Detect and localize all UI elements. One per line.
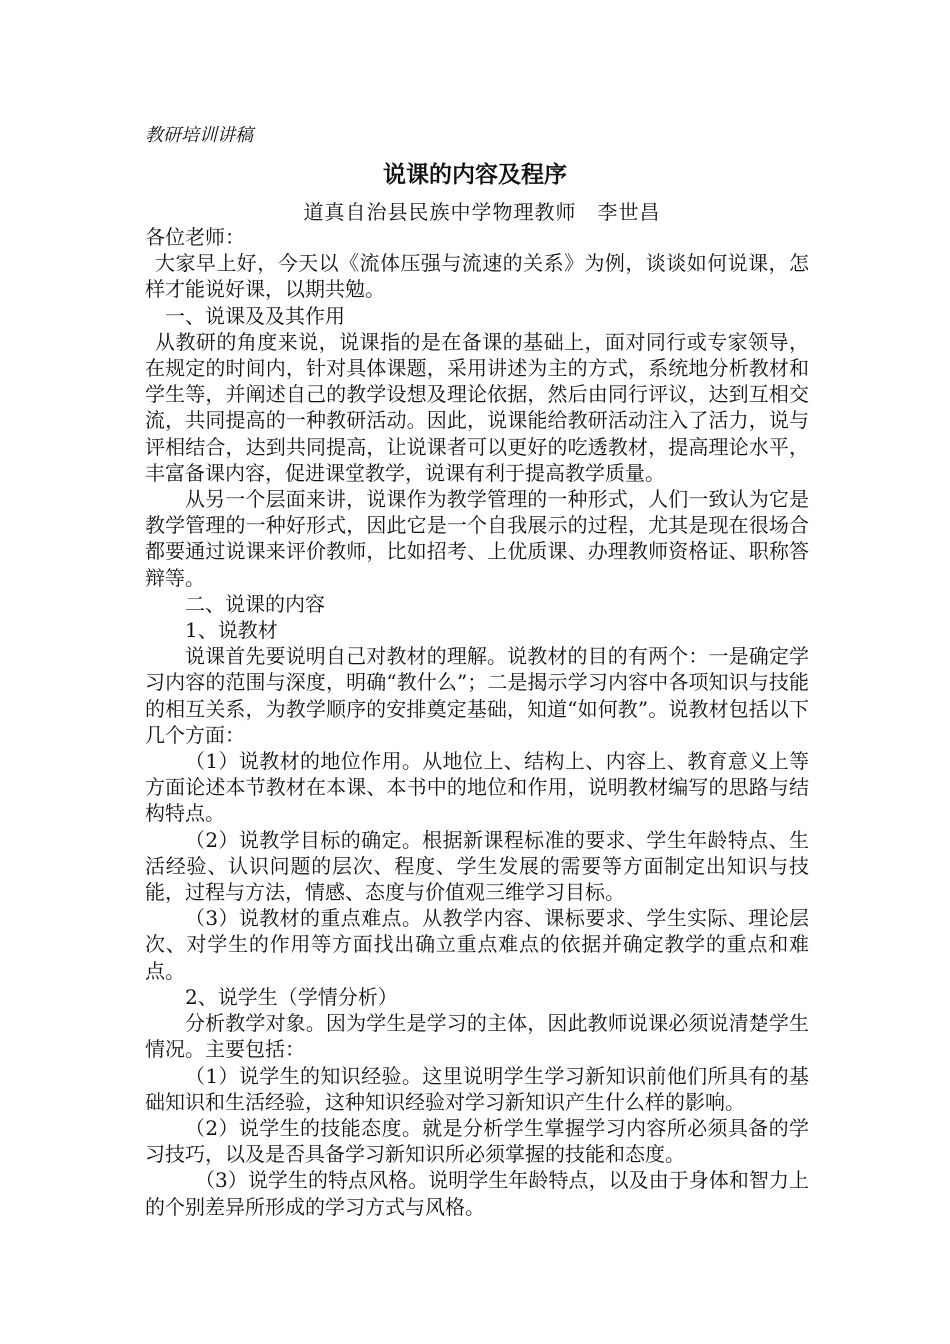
document-body bbox=[145, 224, 809, 1220]
list-item: （3）说学生的特点风格。说明学生年龄特点，以及由于身体和智力上的个别差异所形成的学习方式与风格。 bbox=[145, 1168, 809, 1219]
paragraph: 分析教学对象。因为学生是学习的主体，因此教师说课必须说清楚学生情况。主要包括： bbox=[145, 1011, 809, 1062]
document-title: 说课的内容及程序 bbox=[383, 161, 567, 188]
paragraph: 大家早上好，今天以《流体压强与流速的关系》为例，谈谈如何说课，怎样才能说好课，以期共勉。 bbox=[145, 251, 809, 302]
list-item: （3）说教材的重点难点。从教学内容、课标要求、学生实际、理论层次、对学生的作用等方面找出确立重点难点的依据并确定教学的重点和难点。 bbox=[145, 906, 809, 983]
greeting: 各位老师： bbox=[145, 225, 245, 249]
subsection-heading: 2、说学生（学情分析） bbox=[185, 984, 398, 1009]
list-item: （1）说教材的地位作用。从地位上、结构上、内容上、教育意义上等方面论述本节教材在本课、本书中的地位和作用，说明教材编写的思路与结构特点。 bbox=[145, 749, 809, 826]
list-item: （1）说学生的知识经验。这里说明学生学习新知识前他们所具有的基础知识和生活经验，这种知识经验对学习新知识产生什么样的影响。 bbox=[145, 1063, 809, 1114]
list-item: （2）说学生的技能态度。就是分析学生掌握学习内容所必须具备的学习技巧，以及是否具备学习新知识所必须掌握的技能和态度。 bbox=[145, 1115, 809, 1167]
paragraph: 从教研的角度来说，说课指的是在备课的基础上，面对同行或专家领导，在规定的时间内，针对具体课题，采用讲述为主的方式，系统地分析教材和学生等，并阐述自己的教学设想及理论依据，然后由同行评议，达到互相交流，共同提高的一种教研活动。因此，说课能给教研活动注入了活力，说与评相结合，达到共同提高，让说课者可以更好的吃透教材，提高理论水平，丰富备课内容，促进课堂教学，说课有利于提高教学质量。 bbox=[145, 329, 809, 485]
list-item: （2）说教学目标的确定。根据新课程标准的要求、学生年龄特点、生活经验、认识问题的层次、程度、学生发展的需要等方面制定出知识与技能，过程与方法，情感、态度与价值观三维学习目标。 bbox=[145, 827, 809, 905]
section-heading: 二、说课的内容 bbox=[185, 591, 325, 616]
paragraph: 从另一个层面来讲，说课作为教学管理的一种形式，人们一致认为它是教学管理的一种好形式，因此它是一个自我展示的过程，尤其是现在很场合都要通过说课来评价教师，比如招考、上优质课、办理教师资格证、职称答辩等。 bbox=[145, 487, 809, 590]
author-line: 道真自治县民族中学物理教师 李世昌 bbox=[303, 200, 661, 224]
paragraph: 说课首先要说明自己对教材的理解。说教材的目的有两个：一是确定学习内容的范围与深度，明确“教什么”；二是揭示学习内容中各项知识与技能的相互关系，为教学顺序的安排奠定基础，知道“如何教”。说教材包括以下几个方面： bbox=[145, 644, 809, 747]
subsection-heading: 1、说教材 bbox=[185, 618, 278, 643]
section-heading: 一、说课及及其作用 bbox=[165, 303, 345, 328]
header-label: 教研培训讲稿 bbox=[145, 125, 253, 146]
